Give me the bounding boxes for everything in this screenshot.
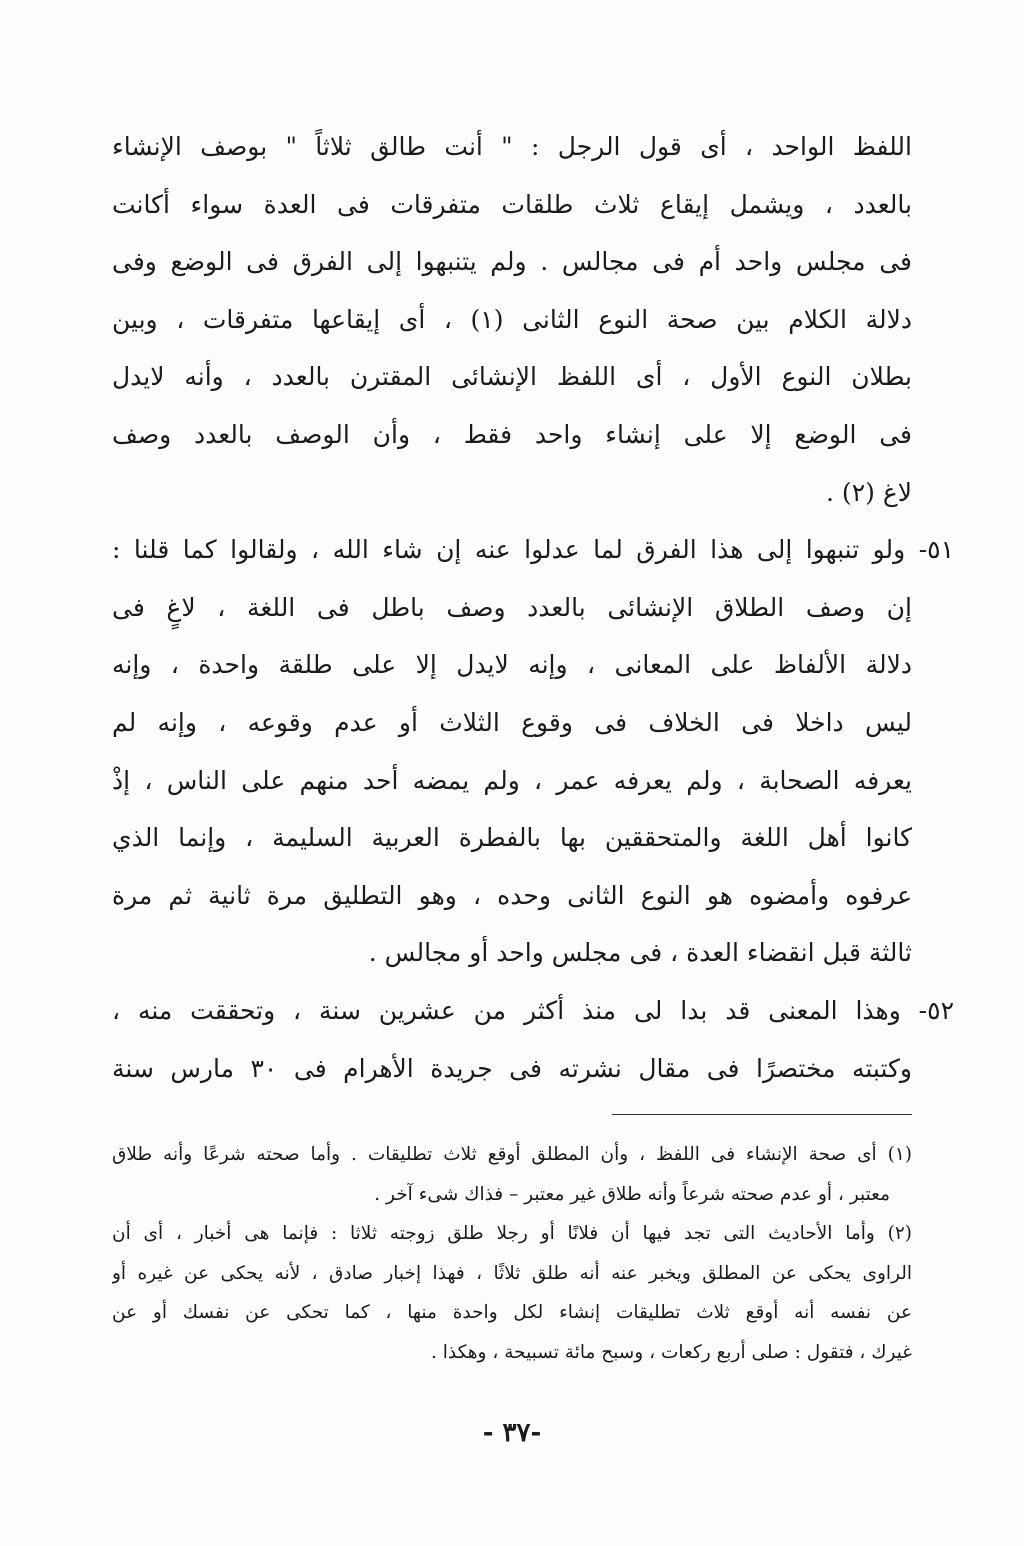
footnote-2-line: الراوى يحكى عن المطلق ويخبر عنه أنه طلق ثلاثًا ، فهذا إخبار صادق ، لأنه يحكى عن غيره أو	[112, 1262, 912, 1284]
body-line: بالعدد ، ويشمل إيقاع ثلاث طلقات متفرقات فى العدة سواء أكانت	[112, 189, 912, 219]
body-line: إن وصف الطلاق الإنشائى بالعدد وصف باطل فى اللغة ، لاغٍ فى	[112, 592, 912, 622]
body-line: دلالة الكلام بين صحة النوع الثانى (١) ، أى إيقاعها متفرقات ، وبين	[112, 304, 912, 334]
body-line: عرفوه وأمضوه هو النوع الثانى وحده ، وهو التطليق مرة ثانية ثم مرة	[112, 880, 912, 910]
body-line: فى الوضع إلا على إنشاء واحد فقط ، وأن الوصف بالعدد وصف	[112, 419, 912, 449]
footnote-1-line: (١) أى صحة الإنشاء فى اللفظ ، وأن المطلق أوقع ثلاث تطليقات . وأما صحته شرعًا وأنه طلاق	[112, 1144, 912, 1165]
page-number: -٣٧ -	[482, 1418, 542, 1448]
body-line: يعرفه الصحابة ، ولم يعرفه عمر ، ولم يمضه أحد منهم على الناس ، إذْ	[112, 765, 912, 795]
body-line: بطلان النوع الأول ، أى اللفظ الإنشائى المقترن بالعدد ، وأنه لايدل	[112, 362, 912, 392]
footnote-2-line: غيرك ، فتقول : صلى أربع ركعات ، وسبح مائة تسبيحة ، وهكذا .	[430, 1341, 912, 1363]
body-line: وكتبته مختصرًا فى مقال نشرته فى جريدة الأهرام فى ٣٠ مارس سنة	[112, 1053, 912, 1083]
body-line: ليس داخلا فى الخلاف فى وقوع الثلاث أو عدم وقوعه ، وإنه لم	[112, 707, 912, 737]
main-text	[112, 118, 954, 1097]
body-line: كانوا أهل اللغة والمتحققين بها بالفطرة العربية السليمة ، وإنما الذي	[112, 823, 912, 853]
body-line: لاغ (٢) .	[826, 477, 912, 507]
footnote-2-line: (٢) وأما الأحاديث التى تجد فيها أن فلانًا أو رجلا طلق زوجته ثلاثا : فإنما هى أخبار ، أى أن	[112, 1223, 912, 1244]
body-line: اللفظ الواحد ، أى قول الرجل : " أنت طالق ثلاثاً " بوصف الإنشاء	[112, 132, 912, 161]
body-line: دلالة الألفاظ على المعانى ، وإنه لايدل إلا على طلقة واحدة ، وإنه	[112, 650, 912, 680]
paragraph-52-start: ٥٢- وهذا المعنى قد بدا لى منذ أكثر من عشرين سنة ، وتحققت منه ،	[112, 995, 954, 1025]
paragraph-51-start: ٥١- ولو تنبهوا إلى هذا الفرق لما عدلوا عنه إن شاء الله ، ولقالوا كما قلنا :	[112, 535, 954, 565]
footnote-separator	[612, 1114, 912, 1115]
footnotes	[112, 1135, 912, 1372]
footnote-1-line: معتبر ، أو عدم صحته شرعاً وأنه طلاق غير معتبر – فذاك شىء آخر .	[374, 1183, 890, 1205]
body-line: فى مجلس واحد أم فى مجالس . ولم يتنبهوا إلى الفرق فى الوضع وفى	[112, 247, 912, 277]
footnote-2-line: عن نفسه أنه أوقع ثلاث تطليقات إنشاء لكل واحدة منها ، كما تحكى عن نفسك أو عن	[112, 1302, 912, 1323]
body-line: ثالثة قبل انقضاء العدة ، فى مجلس واحد أو مجالس .	[368, 938, 912, 968]
